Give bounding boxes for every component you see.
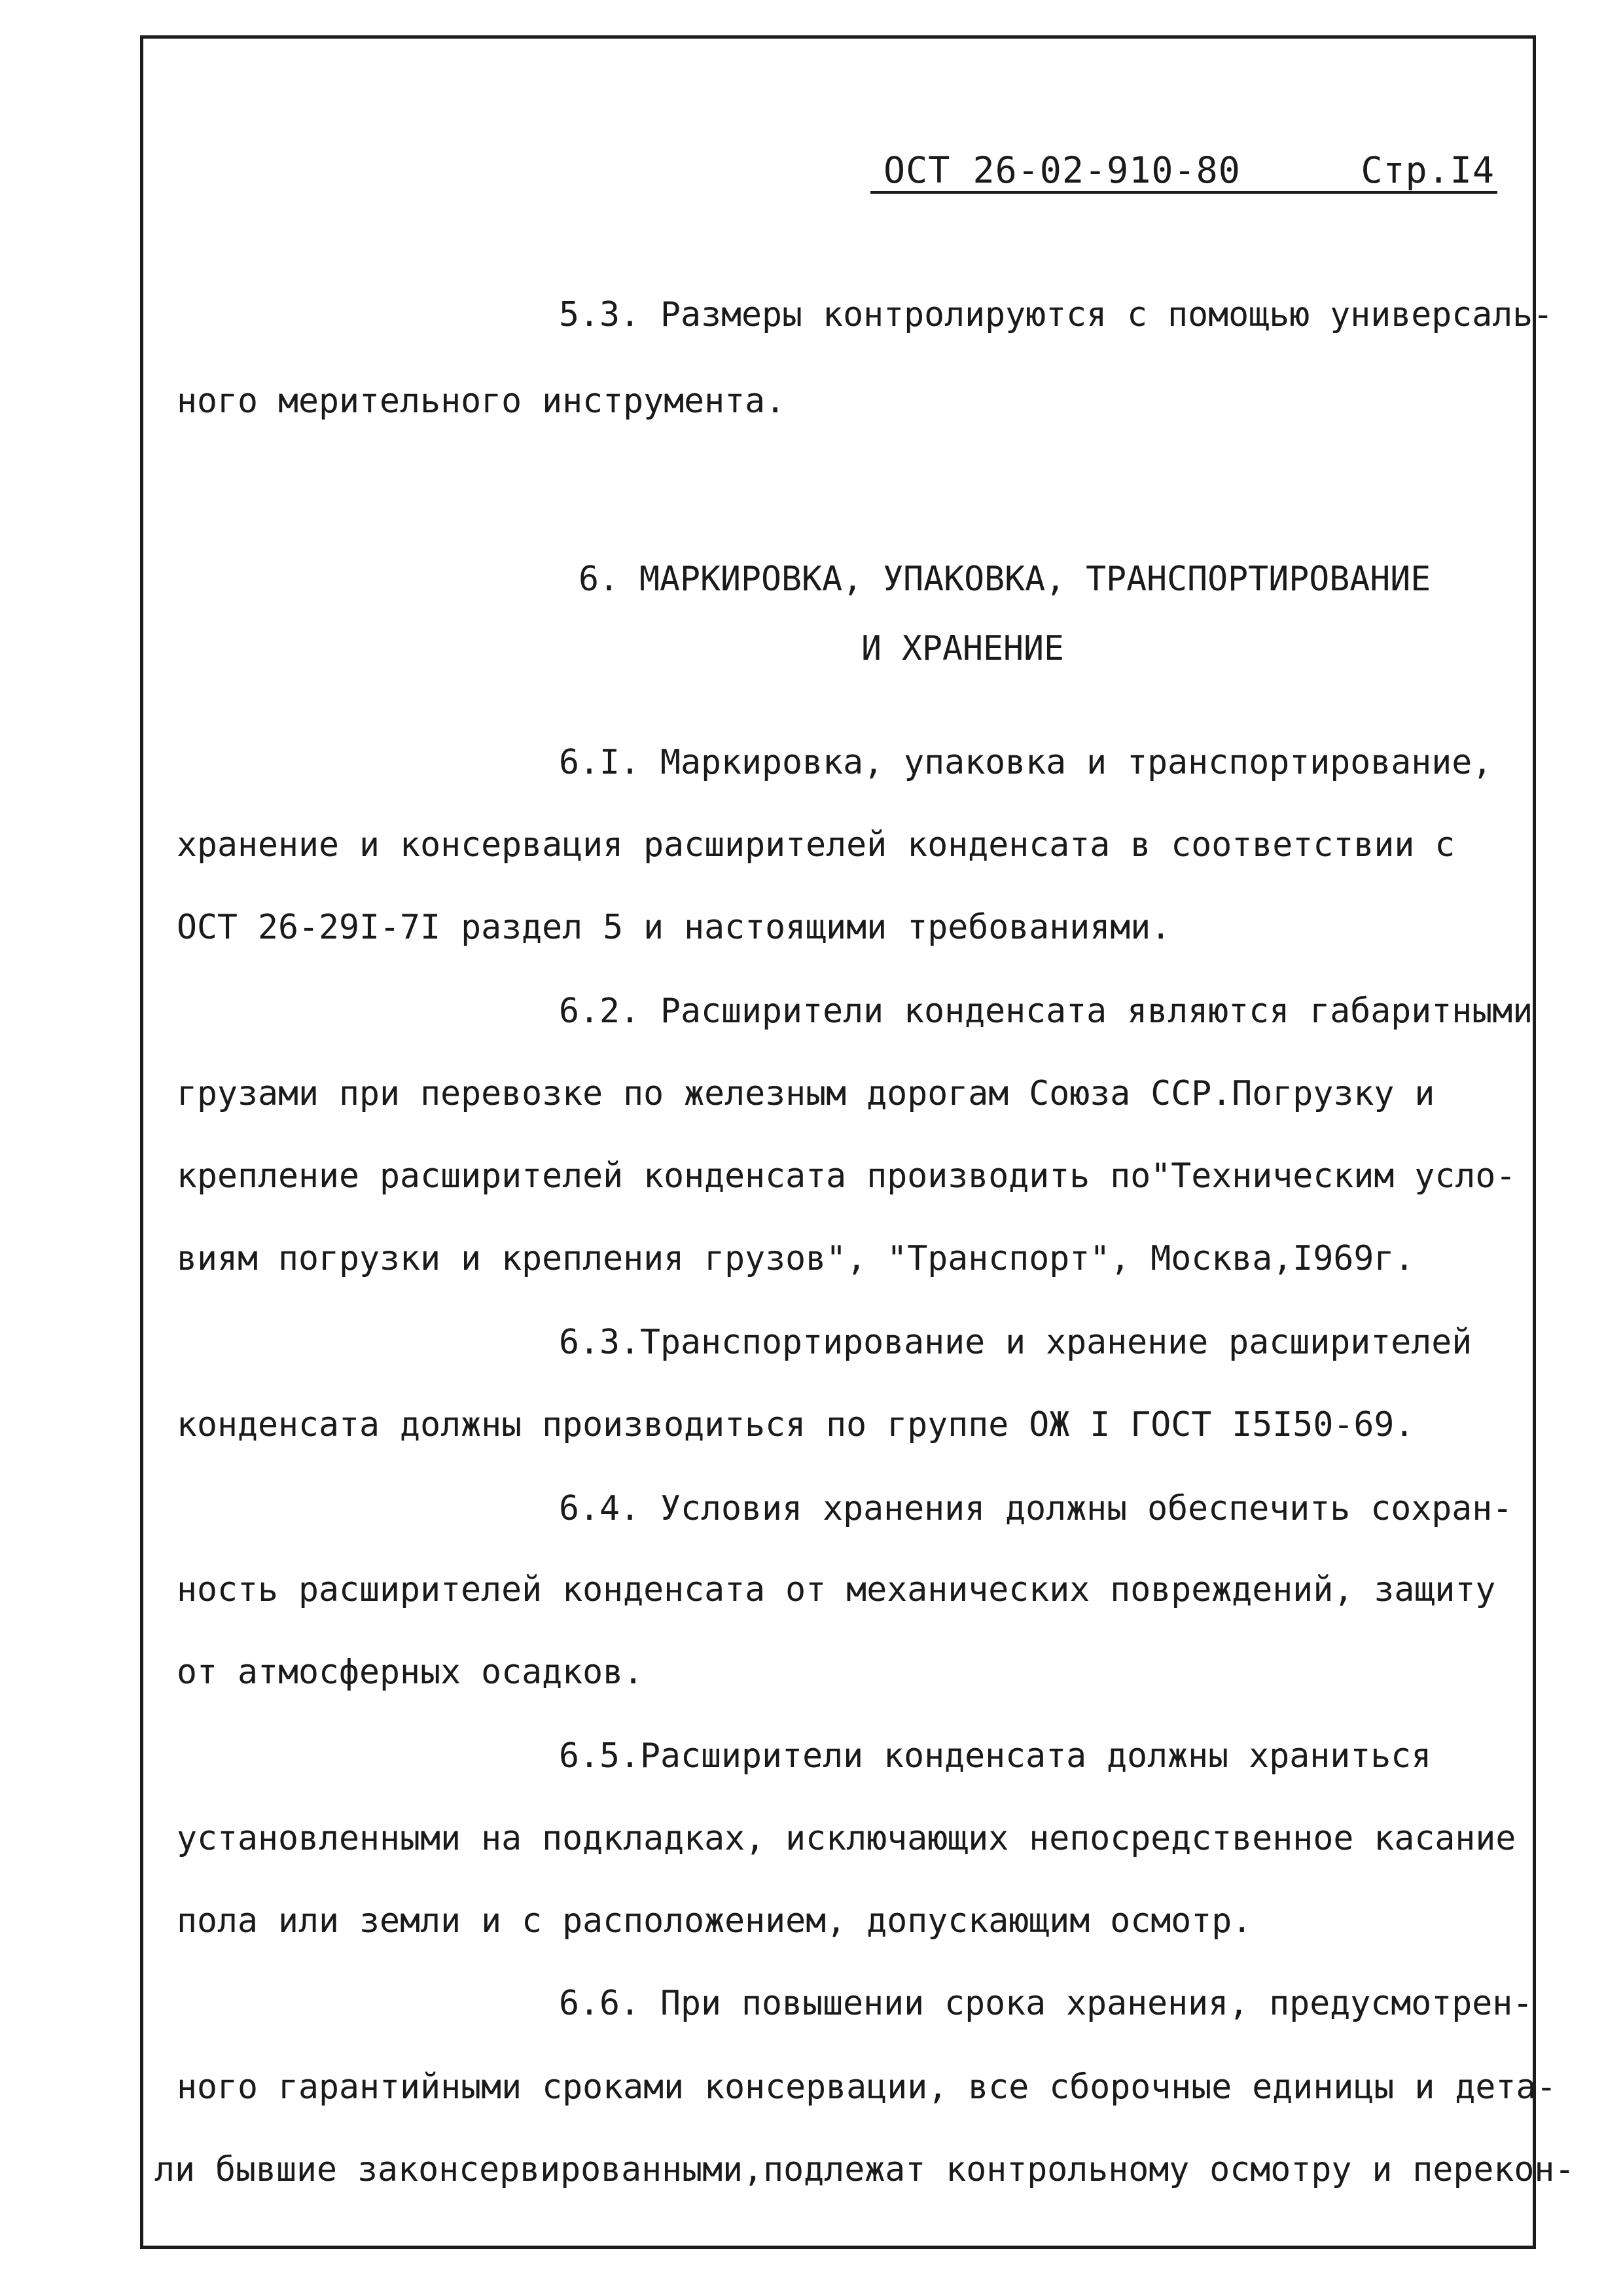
text-line: ли бывшие законсервированными,подлежат контрольному осмотру и перекон-	[154, 2150, 1575, 2189]
text-line: хранение и консервация расширителей конденсата в соответствии с	[177, 825, 1455, 865]
page-border-right	[1533, 35, 1536, 2249]
document-header	[870, 145, 1497, 194]
text-line: ного гарантийными сроками консервации, все сборочные единицы и дета-	[177, 2068, 1557, 2107]
document-code: ОСТ 26-02-910-80	[883, 149, 1241, 191]
text-line: конденсата должны производиться по группе ОЖ I ГОСТ I5I50-69.	[177, 1405, 1415, 1444]
text-line: ОСТ 26-29I-7I раздел 5 и настоящими требованиями.	[177, 908, 1171, 947]
text-line: крепление расширителей конденсата производить по"Техническим усло-	[177, 1157, 1516, 1196]
text-line: грузами при перевозке по железным дорогам Союза ССР.Погрузку и	[177, 1074, 1435, 1113]
text-line: 6.6. При повышении срока хранения, предусмотрен-	[559, 1984, 1533, 2023]
text-line: 6.4. Условия хранения должны обеспечить сохран-	[559, 1489, 1513, 1528]
text-line: 6.2. Расширители конденсата являются габаритными	[559, 992, 1533, 1031]
text-line: 6.3.Транспортирование и хранение расширителей	[559, 1323, 1472, 1362]
text-line: ность расширителей конденсата от механических повреждений, защиту	[177, 1570, 1496, 1609]
page-number: Стр.I4	[1361, 149, 1495, 191]
text-line: установленными на подкладках, исключающих непосредственное касание	[177, 1819, 1516, 1858]
text-line: от атмосферных осадков.	[177, 1653, 644, 1692]
text-line: 6.5.Расширители конденсата должны храниться	[559, 1736, 1432, 1776]
text-line: ного мерительного инструмента.	[177, 382, 786, 421]
text-line: виям погрузки и крепления грузов", "Транспорт", Москва,I969г.	[177, 1239, 1415, 1278]
text-line: 6.I. Маркировка, упаковка и транспортирование,	[559, 743, 1493, 782]
text-line: 5.3. Размеры контролируются с помощью универсаль-	[559, 295, 1554, 334]
text-line: пола или земли и с расположением, допускающим осмотр.	[177, 1901, 1253, 1941]
section-heading: 6. МАРКИРОВКА, УПАКОВКА, ТРАНСПОРТИРОВАНИЕ	[579, 560, 1431, 599]
section-heading: И ХРАНЕНИЕ	[861, 629, 1065, 668]
